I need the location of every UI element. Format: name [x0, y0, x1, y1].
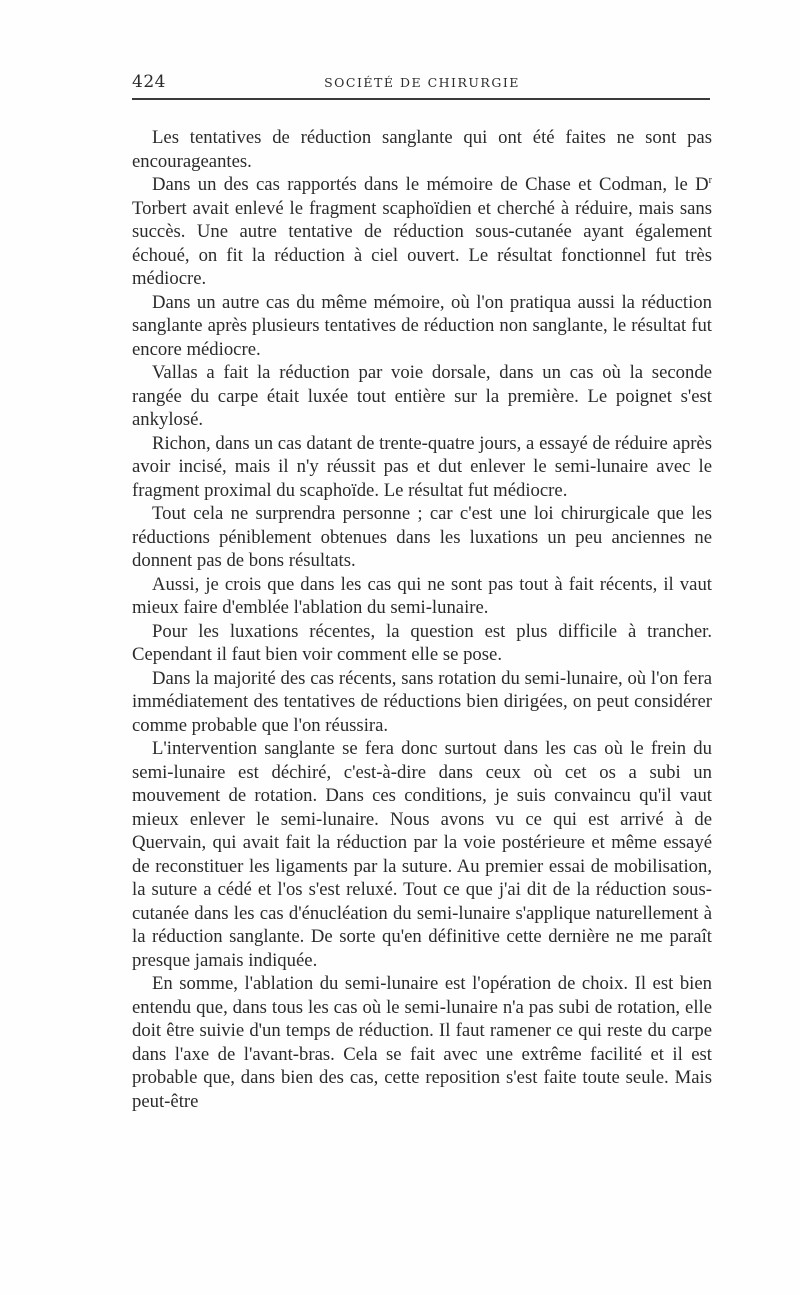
- paragraph: En somme, l'ablation du semi-lunaire est l'opération de choix. Il est bien entendu que, dans tous les cas où le semi-lunaire n'a pas subi de rotation, elle doit être suivie d'un temps de réduction. Il faut ramener ce qui reste du carpe dans l'axe de l'avant-bras. Cela se fait avec une extrême facilité et il est probable que, dans bien des cas, cette reposition s'est faite toute seule. Mais peut-être: [132, 973, 712, 1112]
- page-header: [132, 68, 712, 94]
- paragraph: Pour les luxations récentes, la question est plus difficile à trancher. Cependant il faut bien voir comment elle se pose.: [132, 620, 712, 665]
- body-text: [132, 126, 712, 1113]
- paragraph: Les tentatives de réduction sanglante qui ont été faites ne sont pas encourageantes.: [132, 127, 712, 172]
- paragraph: Tout cela ne surprendra personne ; car c'est une loi chirurgicale que les réductions péniblement obtenues dans les luxations un peu anciennes ne donnent pas de bons résultats.: [132, 503, 712, 571]
- paragraph: Vallas a fait la réduction par voie dorsale, dans un cas où la seconde rangée du carpe était luxée tout entière sur la première. Le poignet s'est ankylosé.: [132, 362, 712, 430]
- paragraph: Aussi, je crois que dans les cas qui ne sont pas tout à fait récents, il vaut mieux faire d'emblée l'ablation du semi-lunaire.: [132, 573, 712, 618]
- paragraph: L'intervention sanglante se fera donc surtout dans les cas où le frein du semi-lunaire est déchiré, c'est-à-dire dans ceux où cet os a subi un mouvement de rotation. Dans ces conditions, je suis convaincu qu'il vaut mieux enlever le semi-lunaire. Nous avons vu ce qui est arrivé à de Quervain, qui avait fait la réduction par la voie postérieure et même essayé de reconstituer les ligaments par la suture. Au premier essai de mobilisation, la suture a cédé et l'os s'est reluxé. Tout ce que j'ai dit de la réduction sous-cutanée dans les cas d'énucléation du semi-lunaire s'applique naturellement à la réduction sanglante. De sorte qu'en définitive cette dernière ne me paraît presque jamais indiquée.: [132, 738, 712, 971]
- page-number: 424: [132, 72, 166, 92]
- book-page: [132, 68, 712, 1113]
- paragraph: Dans la majorité des cas récents, sans rotation du semi-lunaire, où l'on fera immédiatement des tentatives de réductions bien dirigées, on peut considérer comme probable que l'on réussira.: [132, 667, 712, 736]
- paragraph: Dans un des cas rapportés dans le mémoire de Chase et Codman, le $D^r$ Torbert avait enlevé le fragment scaphoïdien et cherché à réduire, mais sans succès. Une autre tentative de réduction sous-cutanée ayant également échoué, on fit la réduction à ciel ouvert. Le résultat fonctionnel fut très médiocre.: [132, 174, 712, 289]
- paragraph: Dans un autre cas du même mémoire, où l'on pratiqua aussi la réduction sanglante après plusieurs tentatives de réduction non sanglante, le résultat fut encore médiocre.: [132, 291, 712, 360]
- paragraph: Richon, dans un cas datant de trente-quatre jours, a essayé de réduire après avoir incisé, mais il n'y réussit pas et dut enlever le semi-lunaire avec le fragment proximal du scaphoïde. Le résultat fut médiocre.: [132, 432, 712, 501]
- running-title: SOCIÉTÉ DE CHIRURGIE: [324, 75, 520, 90]
- header-rule: [132, 98, 710, 100]
- superscript: r: [708, 175, 712, 186]
